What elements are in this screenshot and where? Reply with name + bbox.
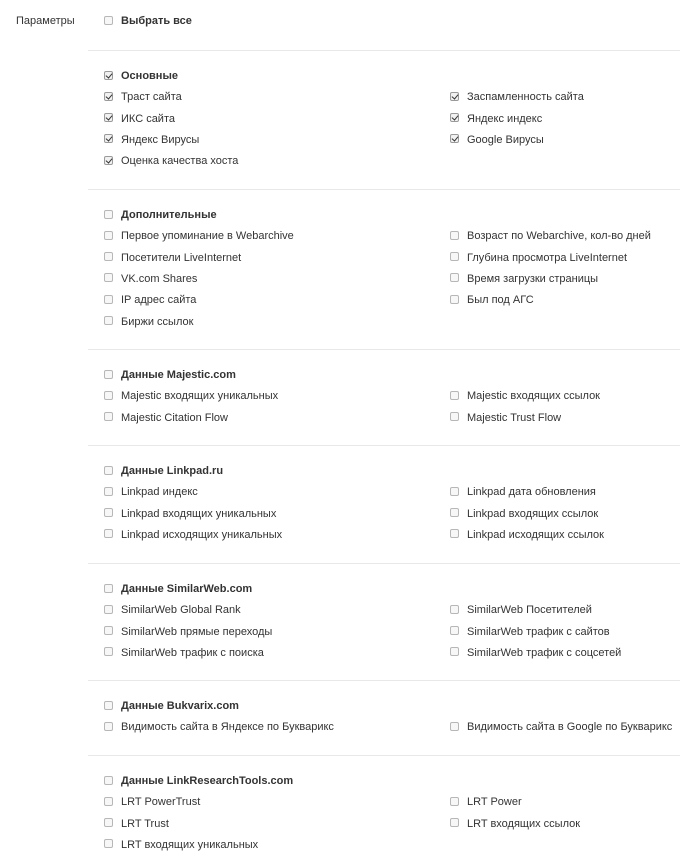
option-checkbox-label: Majestic Citation Flow (121, 411, 228, 424)
checkbox-icon[interactable] (104, 508, 113, 517)
option-checkbox-label: LRT PowerTrust (121, 796, 201, 809)
checkbox-icon[interactable] (104, 722, 113, 731)
option-checkbox-label: SimilarWeb Посетителей (467, 604, 592, 617)
option-checkbox[interactable] (450, 133, 544, 147)
option-checkbox-label: VK.com Shares (121, 272, 198, 285)
option-checkbox-label: ИКС сайта (121, 112, 175, 125)
checkbox-icon[interactable] (104, 647, 113, 656)
option-checkbox-label: Первое упоминание в Webarchive (121, 230, 294, 243)
checkbox-icon[interactable] (104, 252, 113, 261)
checkbox-icon[interactable] (104, 839, 113, 848)
checkbox-icon[interactable] (104, 16, 113, 25)
checkbox-icon[interactable] (450, 273, 459, 282)
checkbox-icon[interactable] (104, 316, 113, 325)
option-checkbox[interactable] (104, 625, 272, 639)
checkbox-checked-icon[interactable] (450, 134, 459, 143)
checkbox-icon[interactable] (450, 391, 459, 400)
checkbox-icon[interactable] (450, 252, 459, 261)
checkbox-checked-icon[interactable] (104, 92, 113, 101)
checkbox-icon[interactable] (104, 797, 113, 806)
group-checkbox-2[interactable] (104, 208, 217, 222)
group-checkbox-1[interactable] (104, 69, 178, 83)
option-checkbox-label: Linkpad индекс (121, 486, 198, 499)
checkbox-icon[interactable] (450, 626, 459, 635)
option-checkbox[interactable] (104, 646, 264, 660)
option-checkbox[interactable] (450, 720, 672, 734)
group-checkbox-2-label: Дополнительные (121, 209, 217, 221)
checkbox-icon[interactable] (104, 412, 113, 421)
option-checkbox[interactable] (104, 389, 278, 403)
checkbox-icon[interactable] (450, 529, 459, 538)
option-checkbox-label: Возраст по Webarchive, кол-во дней (467, 230, 651, 243)
option-checkbox-label: Яндекс Вирусы (121, 133, 200, 146)
option-checkbox-label: LRT входящих уникальных (121, 838, 259, 851)
checkbox-icon[interactable] (450, 818, 459, 827)
option-checkbox[interactable] (450, 507, 598, 521)
option-checkbox-label: SimilarWeb трафик с соцсетей (467, 646, 622, 659)
option-checkbox[interactable] (450, 293, 534, 307)
section-divider (88, 563, 680, 564)
option-checkbox[interactable] (104, 90, 182, 104)
checkbox-icon[interactable] (450, 722, 459, 731)
option-checkbox-label: Linkpad входящих ссылок (467, 507, 599, 520)
option-checkbox-label: Majestic входящих ссылок (467, 390, 600, 403)
option-checkbox-label: LRT входящих ссылок (467, 817, 581, 830)
select-all-label: Выбрать все (121, 15, 192, 27)
option-checkbox[interactable] (450, 90, 584, 104)
checkbox-icon[interactable] (104, 818, 113, 827)
group-checkbox-6[interactable] (104, 699, 239, 713)
option-checkbox-label: SimilarWeb трафик с сайтов (467, 625, 610, 638)
option-checkbox-label: Видимость сайта в Яндексе по Букварикс (121, 721, 334, 734)
section-divider (88, 755, 680, 756)
option-checkbox[interactable] (450, 229, 651, 243)
checkbox-icon[interactable] (450, 647, 459, 656)
group-checkbox-5[interactable] (104, 582, 252, 596)
group-checkbox-4[interactable] (104, 464, 223, 478)
option-checkbox-label: Linkpad исходящих уникальных (121, 528, 283, 541)
checkbox-icon[interactable] (104, 295, 113, 304)
checkbox-icon[interactable] (104, 231, 113, 240)
option-checkbox-label: Биржи ссылок (121, 315, 194, 328)
option-checkbox[interactable] (450, 646, 621, 660)
checkbox-icon[interactable] (450, 231, 459, 240)
checkbox-icon[interactable] (104, 370, 113, 379)
option-checkbox[interactable] (450, 389, 600, 403)
option-checkbox-label: Яндекс индекс (467, 112, 543, 125)
group-checkbox-6-label: Данные Bukvarix.com (121, 700, 239, 712)
option-checkbox[interactable] (104, 528, 282, 542)
option-checkbox[interactable] (104, 251, 241, 265)
option-checkbox-label: Траст сайта (121, 91, 182, 104)
checkbox-icon[interactable] (450, 487, 459, 496)
checkbox-icon[interactable] (104, 584, 113, 593)
section-divider (88, 445, 680, 446)
option-checkbox[interactable] (104, 272, 197, 286)
option-checkbox[interactable] (450, 411, 561, 425)
section-divider (88, 349, 680, 350)
checkbox-icon[interactable] (450, 508, 459, 517)
checkbox-icon[interactable] (450, 295, 459, 304)
option-checkbox-label: SimilarWeb Global Rank (121, 604, 241, 617)
option-checkbox-label: Majestic входящих уникальных (121, 390, 279, 403)
checkbox-icon[interactable] (104, 487, 113, 496)
option-checkbox[interactable] (104, 293, 196, 307)
option-checkbox[interactable] (450, 251, 627, 265)
option-checkbox[interactable] (104, 795, 200, 809)
option-checkbox[interactable] (104, 315, 193, 329)
option-checkbox-label: Majestic Trust Flow (467, 411, 562, 424)
option-checkbox-label: Посетители LiveInternet (121, 251, 242, 264)
checkbox-icon[interactable] (104, 466, 113, 475)
group-checkbox-7[interactable] (104, 774, 293, 788)
checkbox-icon[interactable] (104, 391, 113, 400)
option-checkbox-label: Оценка качества хоста (121, 155, 239, 168)
option-checkbox[interactable] (104, 154, 238, 168)
option-checkbox[interactable] (104, 485, 198, 499)
section-divider (88, 189, 680, 190)
option-checkbox[interactable] (104, 603, 241, 617)
checkbox-icon[interactable] (450, 605, 459, 614)
checkbox-icon[interactable] (450, 797, 459, 806)
option-checkbox-label: IP адрес сайта (121, 294, 197, 307)
checkbox-checked-icon[interactable] (104, 156, 113, 165)
group-checkbox-4-label: Данные Linkpad.ru (121, 465, 224, 477)
option-checkbox[interactable] (104, 133, 199, 147)
option-checkbox[interactable] (104, 507, 276, 521)
checkbox-icon[interactable] (104, 273, 113, 282)
group-checkbox-5-label: Данные SimilarWeb.com (121, 583, 253, 595)
checkbox-checked-icon[interactable] (104, 134, 113, 143)
option-checkbox[interactable] (450, 112, 542, 126)
group-checkbox-3[interactable] (104, 368, 236, 382)
option-checkbox-label: Заспамленность сайта (467, 91, 584, 104)
checkbox-checked-icon[interactable] (450, 92, 459, 101)
option-checkbox-label: LRT Power (467, 796, 522, 809)
option-checkbox[interactable] (450, 272, 598, 286)
option-checkbox-label: Linkpad исходящих ссылок (467, 528, 604, 541)
checkbox-checked-icon[interactable] (450, 113, 459, 122)
option-checkbox-label: SimilarWeb трафик с поиска (121, 646, 264, 659)
option-checkbox[interactable] (104, 411, 228, 425)
option-checkbox-label: Linkpad дата обновления (467, 486, 596, 499)
checkbox-icon[interactable] (104, 701, 113, 710)
checkbox-icon[interactable] (104, 529, 113, 538)
option-checkbox[interactable] (450, 625, 610, 639)
section-divider (88, 680, 680, 681)
option-checkbox[interactable] (450, 817, 580, 831)
checkbox-icon[interactable] (104, 776, 113, 785)
checkbox-icon[interactable] (104, 605, 113, 614)
option-checkbox-label: Linkpad входящих уникальных (121, 507, 277, 520)
option-checkbox[interactable] (450, 603, 592, 617)
option-checkbox[interactable] (104, 112, 175, 126)
group-checkbox-1-label: Основные (121, 70, 178, 82)
option-checkbox-label: Глубина просмотра LiveInternet (467, 251, 628, 264)
option-checkbox[interactable] (450, 795, 522, 809)
checkbox-checked-icon[interactable] (104, 71, 113, 80)
select-all-checkbox[interactable] (104, 14, 192, 28)
option-checkbox[interactable] (450, 485, 596, 499)
section-divider (88, 50, 680, 51)
option-checkbox[interactable] (104, 229, 294, 243)
checkbox-icon[interactable] (104, 210, 113, 219)
checkbox-checked-icon[interactable] (104, 113, 113, 122)
group-checkbox-3-label: Данные Majestic.com (121, 369, 236, 381)
option-checkbox-label: Время загрузки страницы (467, 272, 599, 285)
option-checkbox[interactable] (450, 528, 604, 542)
option-checkbox-label: Видимость сайта в Google по Букварикс (467, 721, 673, 734)
option-checkbox-label: SimilarWeb прямые переходы (121, 625, 273, 638)
option-checkbox[interactable] (104, 817, 169, 831)
checkbox-icon[interactable] (104, 626, 113, 635)
option-checkbox-label: Был под АГС (467, 294, 534, 307)
option-checkbox-label: LRT Trust (121, 817, 169, 830)
option-checkbox-label: Google Вирусы (467, 133, 544, 146)
params-label: Параметры (16, 15, 75, 27)
group-checkbox-7-label: Данные LinkResearchTools.com (121, 775, 294, 787)
option-checkbox[interactable] (104, 720, 334, 734)
option-checkbox[interactable] (104, 838, 258, 852)
checkbox-icon[interactable] (450, 412, 459, 421)
